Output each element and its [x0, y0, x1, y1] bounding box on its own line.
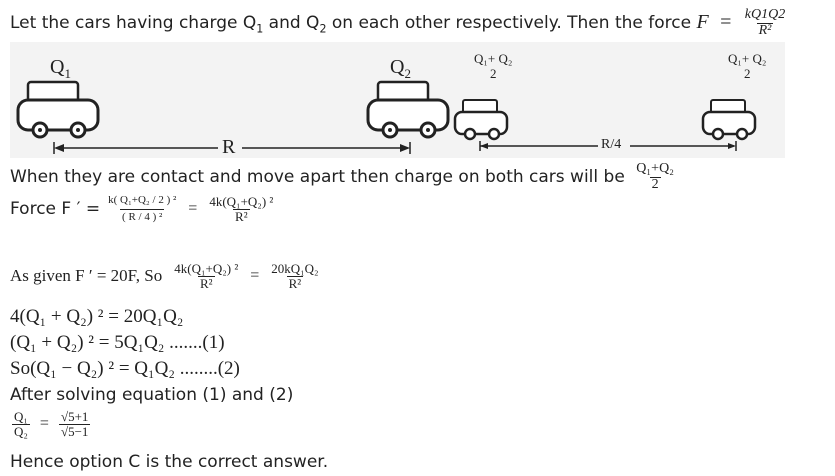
force-symbol: F: [696, 11, 709, 34]
ratio-equation: [12, 410, 90, 438]
given-rhs-frac: $\frac{\text{20kQ₁Q₂}}{\text{R²}}$: [271, 261, 319, 291]
contact-text: When they are contact and move apart then charge on both cars will be: [10, 167, 625, 188]
intro-and: and Q: [263, 13, 320, 34]
force-label: Force F ′ =: [10, 199, 101, 220]
label-sum-left: Q₁+ Q₂ 2: [474, 51, 513, 81]
car-q2-icon: [368, 82, 448, 137]
label-r: R: [222, 136, 236, 158]
conclusion: Hence option C is the correct answer.: [10, 452, 329, 472]
force-formula: [743, 8, 787, 38]
force-rhs-frac: $\frac{\text{4k(Q₁+Q₂) ²}}{\text{R²}}$: [209, 194, 274, 224]
ratio-equals: =: [39, 415, 49, 433]
solve-line: After solving equation (1) and (2): [10, 385, 294, 405]
label-sum-right: Q₁+ Q₂ 2: [728, 51, 767, 81]
force-equation: [10, 195, 275, 223]
intro-rest: on each other respectively. Then the force: [326, 13, 697, 34]
car-q1-icon: [18, 82, 98, 137]
contact-frac: $\frac{\text{Q₁+Q₂}}{2}$: [636, 161, 675, 192]
force-formula-num: kQ1Q2: [744, 7, 786, 22]
contact-line: [10, 162, 676, 192]
force-equals: =: [188, 200, 198, 218]
force-formula-den: R²: [758, 22, 772, 38]
car-small-left-icon: [455, 100, 507, 139]
step-1: 4(Q₁ + Q₂) ² = 20Q₁Q₂: [10, 306, 184, 327]
intro-text: Let the cars having charge Q: [10, 13, 257, 34]
given-label: As given F ′ = 20F, So: [10, 266, 163, 286]
step-3: So(Q₁ − Q₂) ² = Q₁Q₂ ........(2): [10, 358, 240, 379]
label-q2: $Q_2$: [390, 56, 411, 81]
ratio-rhs-frac: $\frac{√5+1}{√5-1}$: [60, 409, 89, 439]
car-small-right-icon: [703, 100, 755, 139]
intro-line: [10, 8, 787, 38]
cars-diagram: [10, 42, 785, 158]
step-2: (Q₁ + Q₂) ² = 5Q₁Q₂ .......(1): [10, 332, 225, 353]
label-r4: R/4: [601, 137, 622, 152]
intro-equals: =: [720, 11, 732, 34]
intro-sub2: 2: [319, 22, 327, 36]
label-q1: $Q_1$: [50, 56, 71, 81]
ratio-lhs-frac: $\frac{\text{Q₁}}{\text{Q₂}}$: [14, 409, 28, 439]
intro-sub1: 1: [256, 22, 264, 36]
given-equals: =: [250, 267, 260, 285]
given-equation: [10, 262, 321, 290]
force-lhs-frac: $\frac{\text{k( Q₁+Q₂ / 2 ) ²}}{\text{( R / 4 ) ²}}$: [108, 194, 177, 223]
given-lhs-frac: $\frac{\text{4k(Q₁+Q₂) ²}}{\text{R²}}$: [174, 261, 239, 291]
